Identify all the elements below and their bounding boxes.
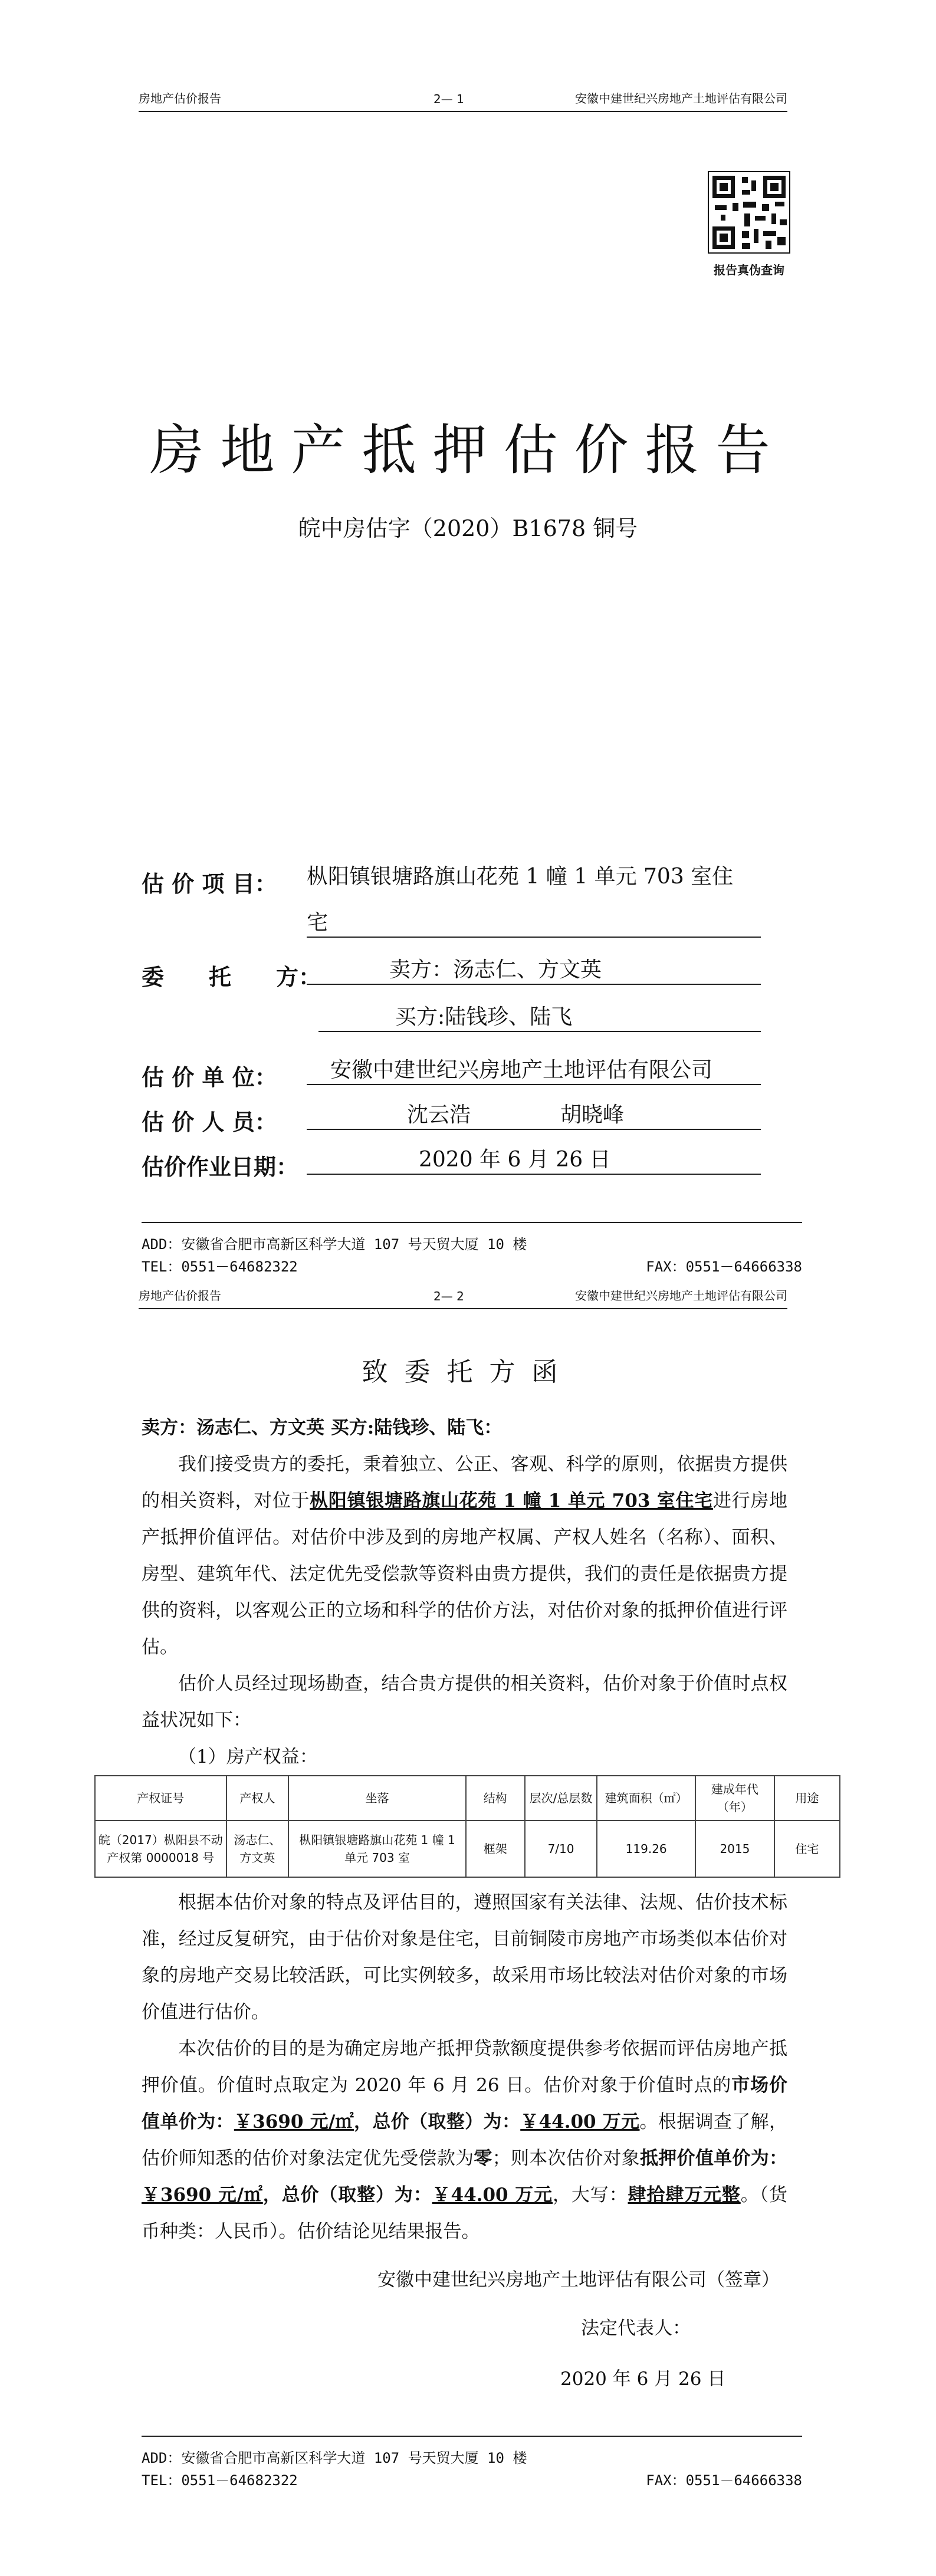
staff-name-1: 沈云浩: [407, 1103, 471, 1127]
table-header: 结构: [466, 1776, 525, 1821]
report-title: 房地产抵押估价报告: [149, 419, 787, 482]
date-label: 估价作业日期：: [142, 1154, 299, 1180]
footer-address: ADD：安徽省合肥市高新区科学大道 107 号天贸大厦 10 楼: [142, 2450, 527, 2466]
letter-paragraph-2: 估价人员经过现场勘查，结合贵方提供的相关资料，估价对象于价值时点权益状况如下：: [142, 1673, 787, 1731]
table-cell: 皖（2017）枞阳县不动产权第 0000018 号: [95, 1821, 226, 1877]
table-cell: 119.26: [597, 1821, 695, 1877]
amount-in-words: 肆拾肆万元整: [628, 2184, 741, 2206]
table-cell: 框架: [466, 1821, 525, 1877]
property-address: 枞阳镇银塘路旗山花苑 1 幢 1 单元 703 室住宅: [310, 1490, 713, 1512]
client-buyer: 买方:陆钱珍、陆飞: [318, 1003, 761, 1032]
property-rights-table: [94, 1775, 840, 1878]
table-cell: 2015: [695, 1821, 774, 1877]
item-value-line1: 枞阳镇银塘路旗山花苑 1 幢 1 单元 703 室住: [307, 865, 734, 889]
letter-date: 2020 年 6 月 26 日: [560, 2368, 726, 2390]
header-right: 安徽中建世纪兴房地产土地评估有限公司: [575, 91, 787, 106]
table-cell: 枞阳镇银塘路旗山花苑 1 幢 1 单元 703 室: [288, 1821, 465, 1877]
market-unit-price: ￥3690 元/㎡: [234, 2111, 354, 2133]
table-cell: 汤志仁、方文英: [226, 1821, 289, 1877]
item-label: 估 价 项 目：: [142, 871, 277, 897]
date-value: 2020 年 6 月 26 日: [307, 1145, 761, 1175]
table-cell: 7/10: [525, 1821, 597, 1877]
footer-fax: FAX：0551－64666338: [646, 2472, 802, 2489]
page1-header: [139, 88, 787, 112]
footer-tel: TEL：0551－64682322: [142, 1259, 298, 1275]
table-header: 产权证号: [95, 1776, 226, 1821]
mortgage-unit-price: ￥3690 元/㎡: [142, 2184, 263, 2206]
letter-body: [142, 1409, 787, 1775]
item-value-line2: 宅: [307, 908, 761, 938]
header-left: 房地产估价报告: [139, 1289, 221, 1303]
page2-header: [139, 1286, 787, 1309]
table-header-row: [95, 1776, 840, 1821]
table-header: 层次/总层数: [525, 1776, 597, 1821]
qr-caption: 报告真伪查询: [714, 263, 784, 277]
table-cell: 住宅: [774, 1821, 840, 1877]
qr-code-icon[interactable]: [708, 171, 790, 254]
legal-representative: 法定代表人：: [581, 2318, 691, 2339]
staff-name-2: 胡晓峰: [560, 1103, 625, 1127]
header-right: 安徽中建世纪兴房地产土地评估有限公司: [575, 1289, 787, 1303]
footer-address: ADD：安徽省合肥市高新区科学大道 107 号天贸大厦 10 楼: [142, 1236, 527, 1253]
page2-footer: [142, 2436, 802, 2495]
table-header: 建筑面积（㎡）: [597, 1776, 695, 1821]
mortgage-total-price: ￥44.00 万元: [432, 2184, 553, 2206]
staff-label: 估 价 人 员：: [142, 1109, 277, 1135]
letter-body-continued: [142, 1884, 787, 2250]
table-header: 用途: [774, 1776, 840, 1821]
footer-fax: FAX：0551－64666338: [646, 1259, 802, 1275]
report-reference-number: 皖中房估字（2020）B1678 铜号: [298, 515, 638, 541]
priority-claims: 零: [474, 2148, 492, 2169]
unit-value: 安徽中建世纪兴房地产土地评估有限公司: [307, 1056, 761, 1085]
table-row: [95, 1821, 840, 1877]
table-header: 坐落: [288, 1776, 465, 1821]
letter-addressee: 卖方：汤志仁、方文英 买方:陆钱珍、陆飞：: [142, 1417, 503, 1438]
property-rights-subtitle: （1）房产权益：: [178, 1746, 318, 1767]
page1-footer: [142, 1222, 802, 1281]
unit-label: 估 价 单 位：: [142, 1064, 277, 1090]
header-page-number: 2— 1: [433, 92, 464, 106]
letter-paragraph-1: 我们接受贵方的委托，秉着独立、公正、客观、科学的原则，依据贵方提供的相关资料，对位于枞阳镇银塘路旗山花苑 1 幢 1 单元 703 室住宅进行房地产抵押价值评估。对估价中涉及到的房地产权属、产权人姓名（名称）、面积、房型、建筑年代、法定优先受偿款等资料由贵方提供，我们的责任是依据贵方提供的资料，以客观公正的立场和科学的估价方法，对估价对象的抵押价值进行评估。: [142, 1454, 788, 1658]
footer-tel: TEL：0551－64682322: [142, 2472, 298, 2489]
market-total-price: ￥44.00 万元: [520, 2111, 640, 2133]
letter-title: 致委托方函: [362, 1357, 574, 1387]
table-header: 建成年代（年）: [695, 1776, 774, 1821]
client-seller: 卖方：汤志仁、方文英: [307, 955, 761, 985]
header-left: 房地产估价报告: [139, 91, 221, 106]
table-header: 产权人: [226, 1776, 289, 1821]
staff-value-line: [307, 1100, 761, 1130]
company-signature: 安徽中建世纪兴房地产土地评估有限公司（签章）: [377, 2269, 780, 2291]
letter-paragraph-4: 本次估价的目的是为确定房地产抵押贷款额度提供参考依据而评估房地产抵押价值。价值时点取定为 2020 年 6 月 26 日。估价对象于价值时点的市场价值单价为：￥3690 元/㎡，总价（取整）为：￥44.00 万元。根据调查了解，估价师知悉的估价对象法定优先受偿款为零；则本次估价对象抵押价值单价为：￥3690 元/㎡，总价（取整）为：￥44.00 万元，大写：肆拾肆万元整。（货币种类：人民币）。估价结论见结果报告。: [142, 2038, 788, 2242]
header-page-number: 2— 2: [433, 1289, 464, 1303]
client-label: 委 托 方：: [142, 964, 321, 990]
letter-paragraph-3: 根据本估价对象的特点及评估目的，遵照国家有关法律、法规、估价技术标准，经过反复研究，由于估价对象是住宅，目前铜陵市房地产市场类似本估价对象的房地产交易比较活跃，可比实例较多，故采用市场比较法对估价对象的市场价值进行估价。: [142, 1892, 787, 2023]
